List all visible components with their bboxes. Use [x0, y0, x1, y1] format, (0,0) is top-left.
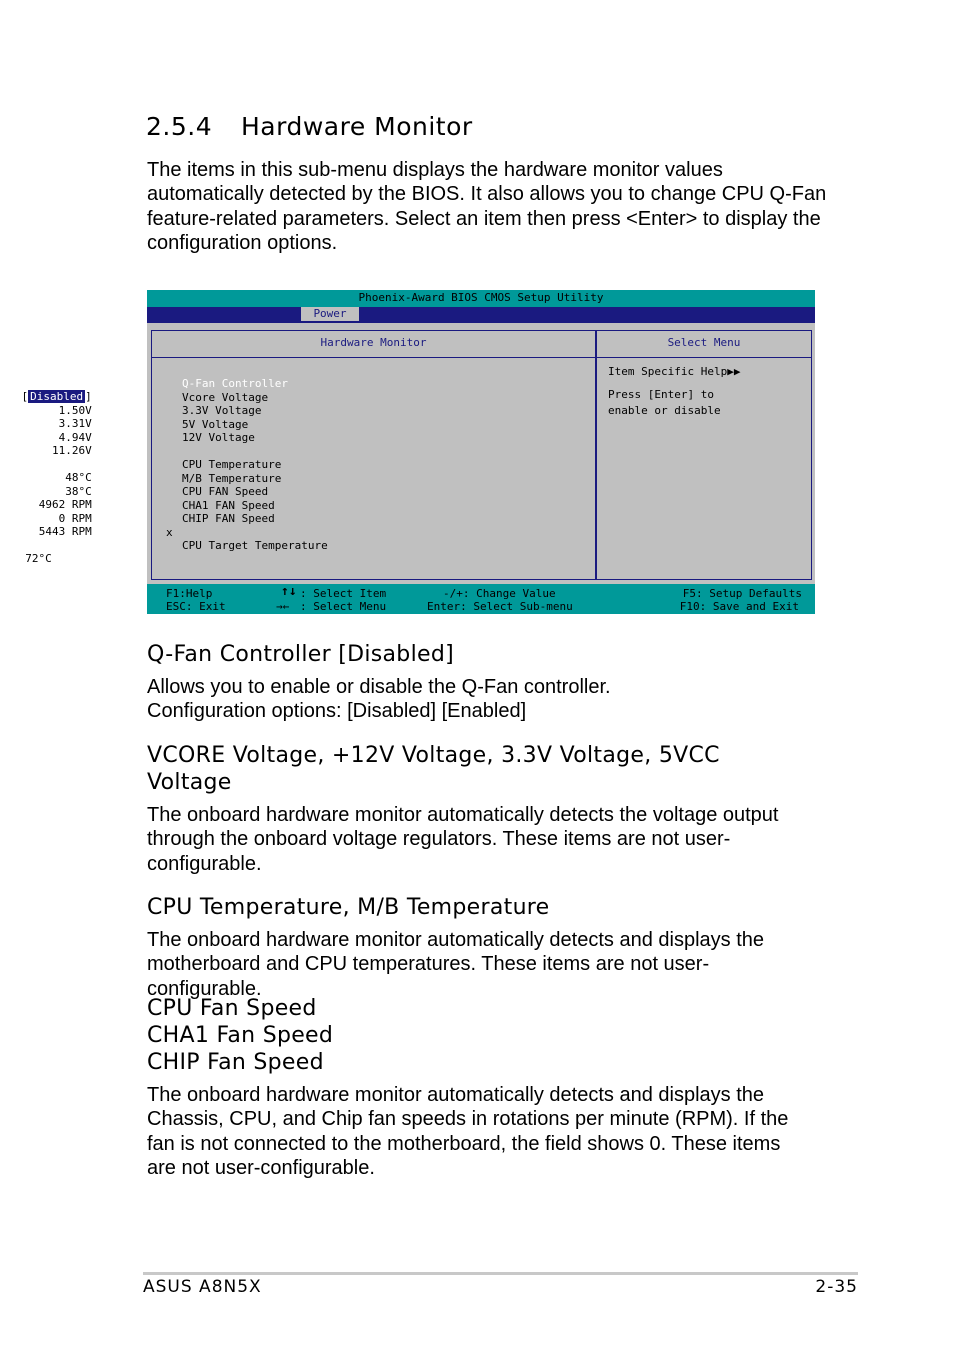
temperature-heading: CPU Temperature, M/B Temperature: [147, 895, 550, 920]
bios-screen: [21, 290, 815, 614]
voltage-heading-2: Voltage: [147, 770, 232, 795]
item-chip-fan-speed: CHIP FAN Speed 5443 RPM: [38, 512, 275, 538]
item-12v-voltage: 12V Voltage 11.26V: [52, 431, 255, 457]
item-mb-temperature: M/B Temperature 38°C: [65, 472, 282, 498]
section-number: 2.5.4: [146, 112, 213, 141]
select-menu-hint: : Select Menu: [300, 600, 387, 613]
tab-power[interactable]: Power: [301, 307, 359, 321]
temperature-body: The onboard hardware monitor automatically detects and displays the motherboard and CPU temperatures. These items are not user-configurable.: [147, 929, 765, 1000]
item-qfan-controller[interactable]: Q-Fan Controller [ Disabled ]: [21, 377, 288, 403]
footer-rule: [143, 1272, 858, 1275]
select-item-hint: : Select Item: [300, 587, 387, 600]
double-arrow-icon: ▶▶: [727, 365, 741, 378]
page-number: 2-35: [815, 1277, 858, 1297]
item-5v-voltage: 5V Voltage 4.94V: [58, 418, 249, 444]
esc-exit: ESC: Exit: [166, 600, 226, 613]
f1-help: F1:Help: [166, 587, 213, 600]
left-right-arrow-icon: →←: [276, 600, 290, 613]
fan-heading-2: CHA1 Fan Speed: [147, 1023, 334, 1048]
help-title: Item Specific Help: [608, 365, 728, 378]
item-cha1-fan-speed: CHA1 FAN Speed 0 RPM: [58, 499, 275, 525]
qfan-line-1: Allows you to enable or disable the Q-Fan controller.: [147, 676, 611, 698]
panel-header: Hardware Monitor: [152, 331, 595, 358]
intro-paragraph: The items in this sub-menu displays the hardware monitor values automatically detected by the BIOS. It also allows you to change CPU Q-Fan feature-related parameters. Select an item then press <Enter> to display the configuration options.: [147, 159, 827, 254]
help-line-2: Press [Enter] to: [608, 388, 714, 401]
product-name: ASUS A8N5X: [143, 1277, 262, 1297]
bios-title: Phoenix-Award BIOS CMOS Setup Utility: [147, 290, 815, 307]
qfan-heading: Q-Fan Controller [Disabled]: [147, 642, 454, 667]
help-line-3: enable or disable: [608, 404, 721, 417]
fans-body: The onboard hardware monitor automatically detects and displays the Chassis, CPU, and Chip fan speeds in rotations per minute (RPM). If the fan is not connected to the motherboard, the field shows 0. These items are not user-configurable.: [147, 1084, 789, 1179]
qfan-value: Disabled: [30, 390, 84, 403]
section-title-text: Hardware Monitor: [241, 112, 473, 141]
item-cpu-fan-speed: CPU FAN Speed 4962 RPM: [38, 485, 269, 511]
voltage-heading-1: VCORE Voltage, +12V Voltage, 3.3V Voltage, 5VCC: [147, 743, 720, 768]
help-panel-header: Select Menu: [597, 331, 811, 358]
qfan-line-2: Configuration options: [Disabled] [Enabled]: [147, 700, 527, 722]
f10-save-exit: F10: Save and Exit: [679, 600, 799, 613]
up-down-arrow-icon: ↑↓: [281, 584, 297, 599]
voltage-body: The onboard hardware monitor automatically detects the voltage output through the onboard voltage regulators. These items are not user-configurable.: [147, 804, 779, 875]
item-3v3-voltage: 3.3V Voltage 3.31V: [58, 404, 262, 430]
fan-heading-3: CHIP Fan Speed: [147, 1050, 324, 1075]
bios-footer: [147, 584, 815, 614]
change-value-hint: -/+: Change Value: [443, 587, 556, 600]
item-cpu-target-temperature: x CPU Target Temperature 72°C: [25, 526, 328, 565]
fan-heading-1: CPU Fan Speed: [147, 996, 317, 1021]
item-cpu-temperature: CPU Temperature 48°C: [65, 458, 282, 484]
enter-submenu-hint: Enter: Select Sub-menu: [427, 600, 573, 613]
disabled-marker: x: [166, 526, 173, 539]
item-vcore-voltage: Vcore Voltage 1.50V: [58, 391, 269, 417]
section-title: [146, 112, 473, 141]
f5-defaults: F5: Setup Defaults: [682, 587, 802, 600]
hardware-monitor-panel: [21, 330, 596, 580]
help-panel: [596, 330, 812, 580]
bios-menu-bar: [147, 307, 815, 323]
